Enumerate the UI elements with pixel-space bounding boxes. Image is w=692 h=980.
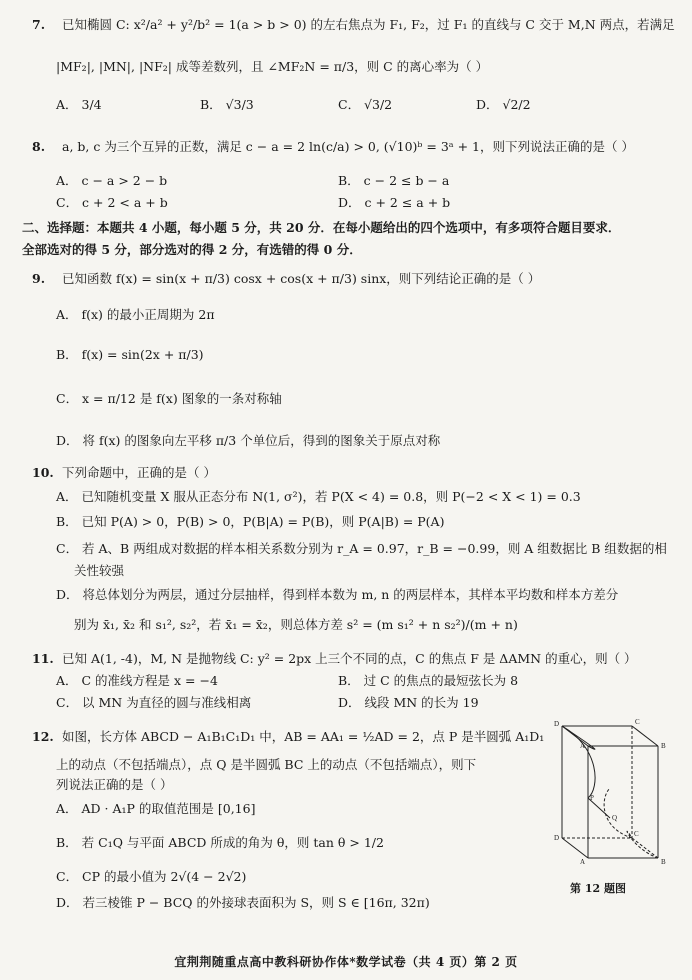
q8-option-a: A． c − a > 2 − b	[56, 173, 168, 188]
q10-option-c-cont: 关性较强	[74, 563, 125, 578]
q11-option-c: C． 以 MN 为直径的圆与准线相离	[56, 695, 252, 710]
section-heading-line2: 全部选对的得 5 分，部分选对的得 2 分，有选错的得 0 分．	[22, 242, 362, 257]
question-number: 12.	[32, 729, 54, 744]
question-text: 已知 A(1, -4)，M, N 是抛物线 C: y² = 2px 上三个不同的点，C 的焦点 F 是 ΔAMN 的重心，则（ ）	[62, 651, 637, 666]
q12-option-d: D． 若三棱锥 P − BCQ 的外接球表面积为 S，则 S ∈ [16π, 32π)	[56, 895, 430, 910]
q8-option-d: D． c + 2 ≤ a + b	[338, 195, 451, 210]
question-text: 如图，长方体 ABCD − A₁B₁C₁D₁ 中，AB = AA₁ = ½AD = 2，点 P 是半圆弧 A₁D₁	[62, 729, 545, 744]
page-footer: 宜荆荆随重点高中教科研协作体*数学试卷（共 4 页）第 2 页	[174, 955, 518, 969]
edge-cb	[632, 838, 658, 858]
section-heading: 二、选择题：本题共 4 小题，每小题 5 分，共 20 分．在每小题给出的四个选项中，有多项符合题目要求．	[22, 220, 621, 235]
q9-option-a: A． f(x) 的最小正周期为 2π	[56, 307, 215, 322]
label-a: A	[580, 858, 586, 866]
question-number: 11.	[32, 651, 54, 666]
question-text: 下列命题中，正确的是（ ）	[62, 465, 216, 480]
q11-option-d: D． 线段 MN 的长为 19	[338, 695, 479, 710]
question-12-line2: 上的动点（不包括端点），点 Q 是半圆弧 BC 上的动点（不包括端点），则下	[56, 757, 477, 772]
question-7	[32, 16, 675, 34]
q7-option-d: D． √2/2	[476, 97, 531, 112]
label-p: P	[590, 794, 594, 802]
q11-option-a: A． C 的准线方程是 x = −4	[56, 673, 218, 688]
q10-option-d-cont: 别为 x̄₁, x̄₂ 和 s₁², s₂²，若 x̄₁ = x̄₂，则总体方差 s² = (m s₁² + n s₂²)/(m + n)	[74, 617, 518, 632]
question-8	[32, 138, 634, 156]
q10-option-d: D． 将总体划分为两层，通过分层抽样，得到样本数为 m, n 的两层样本，其样本平均数和样本方差分	[56, 587, 619, 602]
question-11	[32, 650, 637, 668]
q10-option-b: B． 已知 P(A) > 0，P(B) > 0，P(B|A) = P(B)，则 P(A|B) = P(A)	[56, 514, 445, 529]
question-number: 7.	[32, 17, 46, 32]
question-number: 9.	[32, 271, 46, 286]
arc-bc	[604, 788, 632, 838]
q10-option-c: C． 若 A、B 两组成对数据的样本相关系数分别为 r_A = 0.97，r_B = −0.99，则 A 组数据比 B 组数据的相	[56, 541, 667, 556]
question-number: 8.	[32, 139, 46, 154]
q9-option-b: B． f(x) = sin(2x + π/3)	[56, 347, 204, 362]
edge-c1b1	[632, 726, 658, 746]
question-9	[32, 270, 540, 288]
q12-option-b: B． 若 C₁Q 与平面 ABCD 所成的角为 θ，则 tan θ > 1/2	[56, 835, 384, 850]
q10-option-a: A． 已知随机变量 X 服从正态分布 N(1, σ²)，若 P(X < 4) = 0.8，则 P(−2 < X < 1) = 0.3	[56, 489, 581, 504]
label-a1: A	[580, 742, 586, 750]
question-text: a, b, c 为三个互异的正数，满足 c − a = 2 ln(c/a) > 0, (√10)ᵇ = 3ᵃ + 1，则下列说法正确的是（ ）	[62, 139, 634, 154]
label-q: Q	[612, 814, 618, 822]
label-d1: D	[554, 720, 560, 728]
question-text: 已知椭圆 C: x²/a² + y²/b² = 1(a > b > 0) 的左右焦点为 F₁, F₂，过 F₁ 的直线与 C 交于 M,N 两点，若满足	[62, 17, 675, 32]
question-text: 已知函数 f(x) = sin(x + π/3) cosx + cos(x + π/3) sinx，则下列结论正确的是（ ）	[62, 271, 541, 286]
q12-option-c: C． CP 的最小值为 2√(4 − 2√2)	[56, 869, 247, 884]
q8-option-c: C． c + 2 < a + b	[56, 195, 168, 210]
label-c1: C	[635, 718, 640, 726]
question-12-line3: 列说法正确的是（ ）	[56, 777, 173, 792]
q7-option-c: C． √3/2	[338, 97, 393, 112]
q7-option-a: A． 3/4	[56, 97, 102, 112]
label-c: C	[634, 830, 639, 838]
q7-option-b: B． √3/3	[200, 97, 254, 112]
label-b: B	[661, 858, 666, 866]
question-12	[32, 728, 544, 746]
question-number: 10.	[32, 465, 54, 480]
q12-option-a: A． AD · A₁P 的取值范围是 [0,16]	[56, 801, 256, 816]
figure-caption: 第 12 题图	[570, 882, 626, 895]
cuboid-figure	[540, 718, 670, 888]
q11-option-b: B． 过 C 的焦点的最短弦长为 8	[338, 673, 519, 688]
question-7-line2: |MF₂|, |MN|, |NF₂| 成等差数列，且 ∠MF₂N = π/3，则 C 的离心率为（ ）	[56, 59, 489, 74]
q9-option-d: D． 将 f(x) 的图象向左平移 π/3 个单位后，得到的图象关于原点对称	[56, 433, 441, 448]
question-10	[32, 464, 216, 482]
q9-option-c: C． x = π/12 是 f(x) 图象的一条对称轴	[56, 391, 282, 406]
edge-da	[562, 838, 588, 858]
q8-option-b: B． c − 2 ≤ b − a	[338, 173, 450, 188]
label-b1: B	[661, 742, 666, 750]
label-d: D	[554, 834, 560, 842]
